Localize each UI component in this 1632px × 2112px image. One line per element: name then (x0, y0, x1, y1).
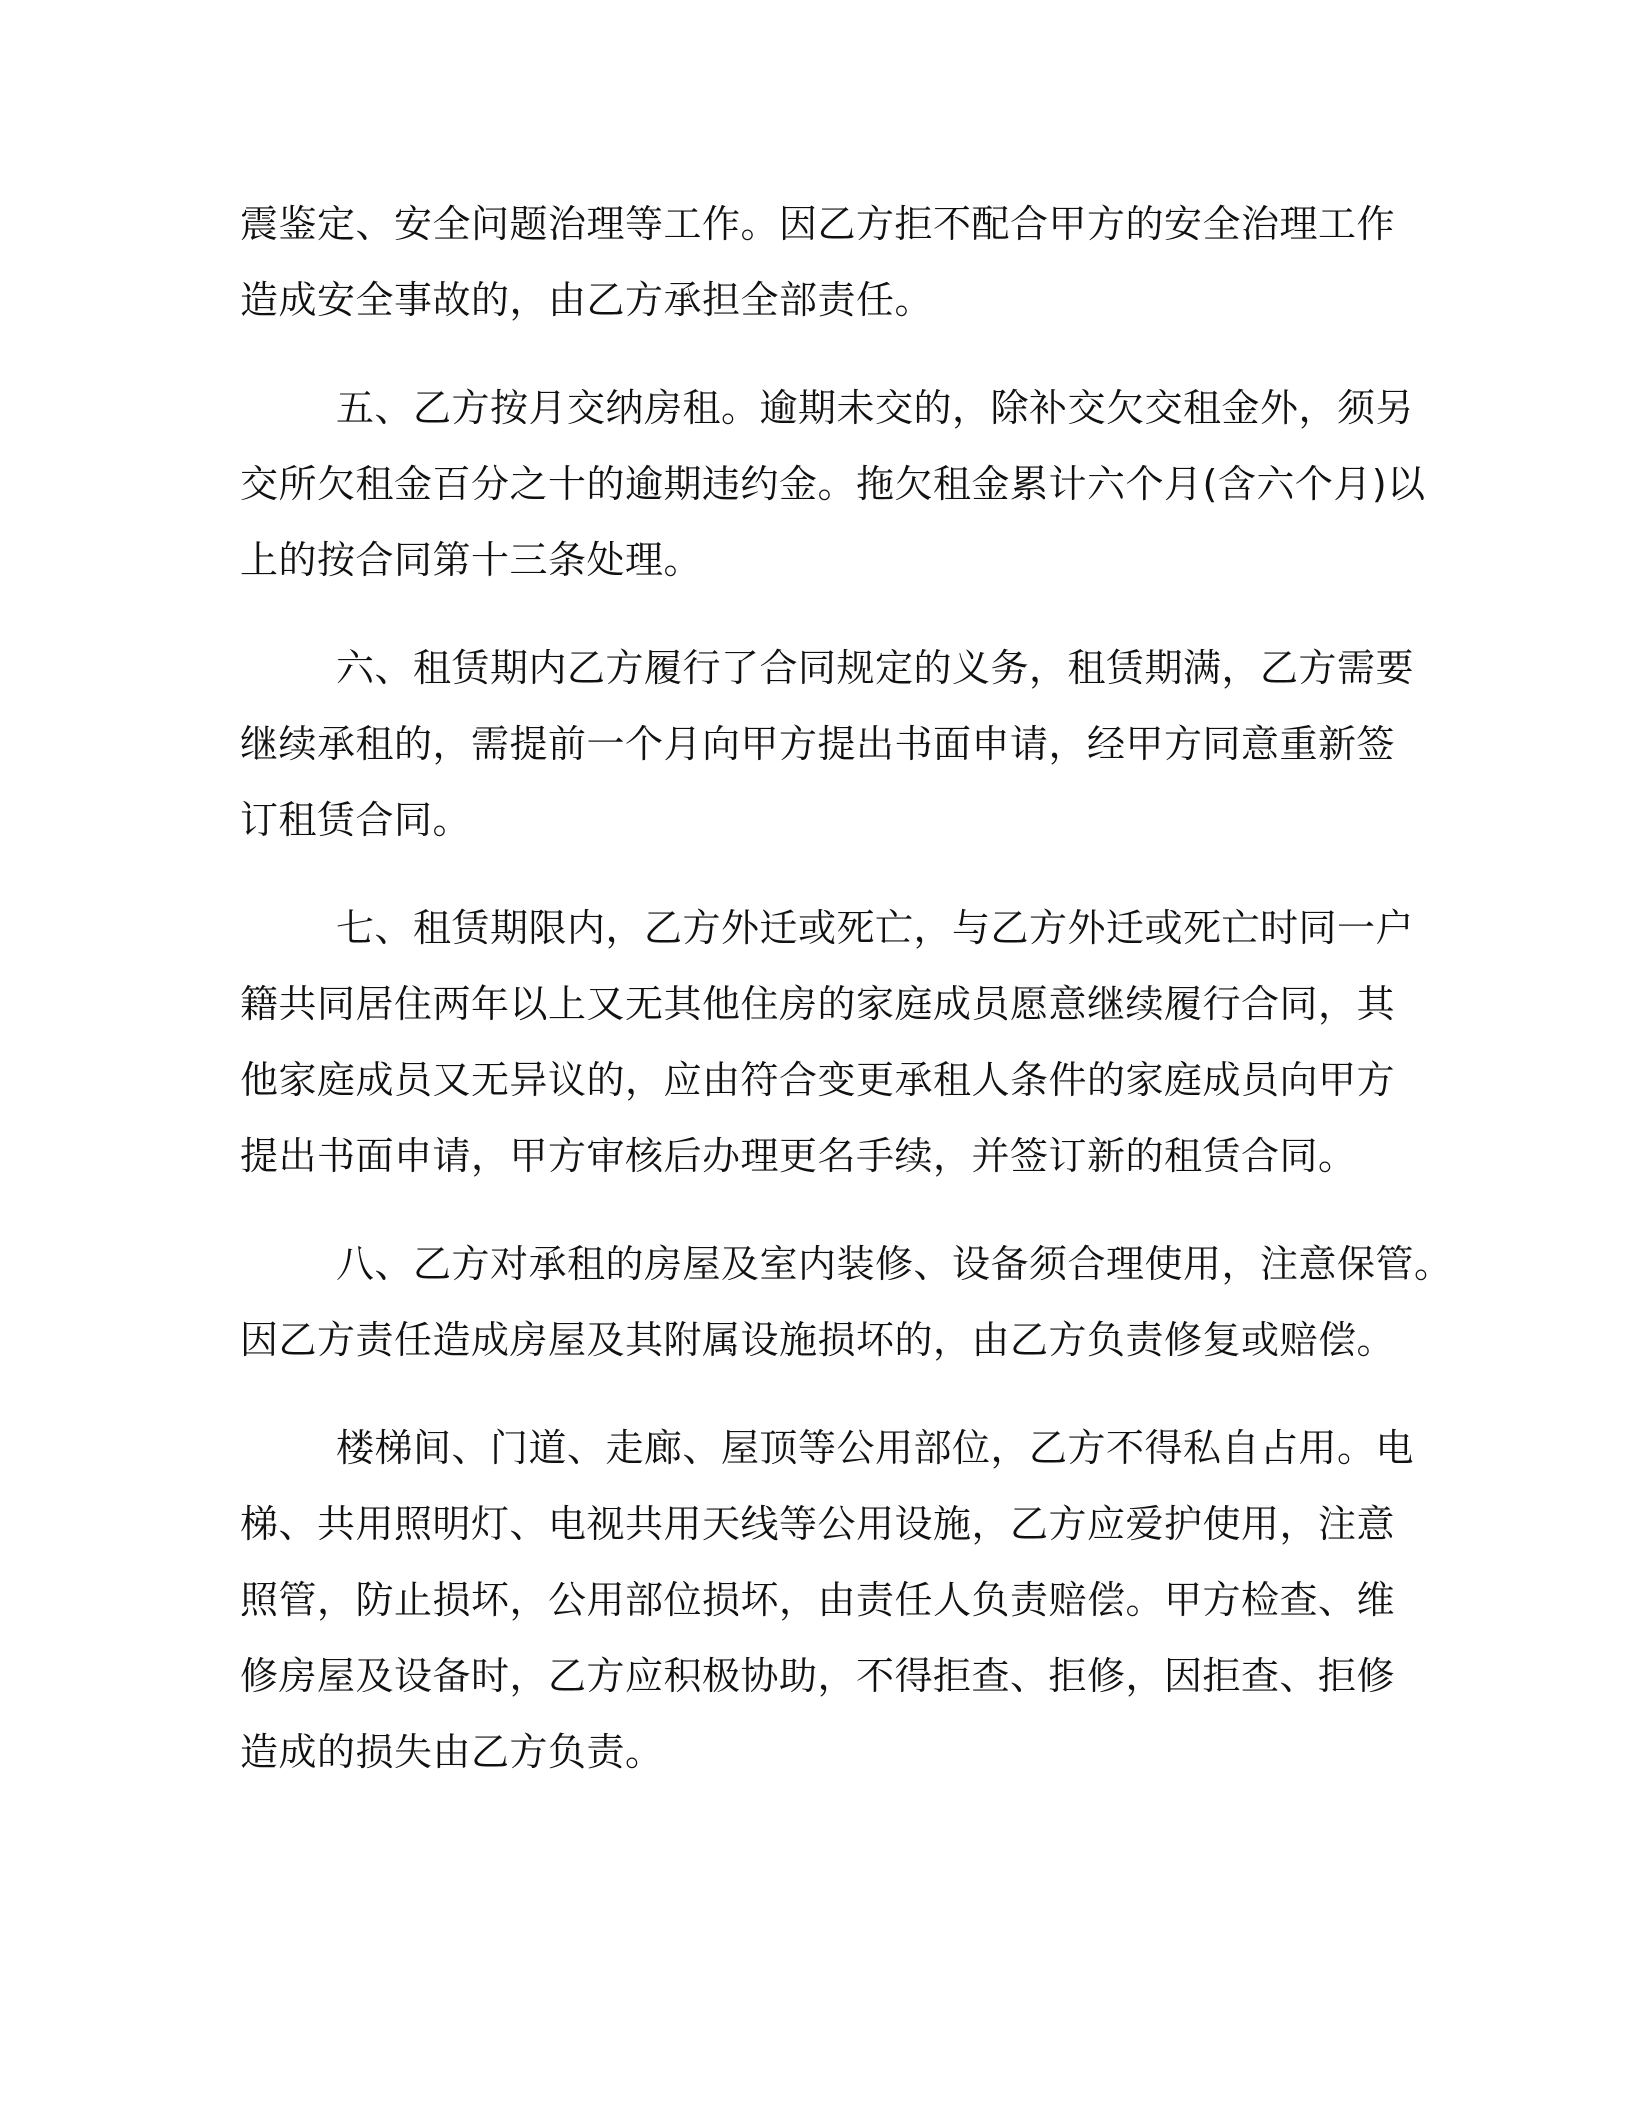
paragraph-line: 修房屋及设备时，乙方应积极协助，不得拒查、拒修，因拒查、拒修 (240, 1654, 1396, 1698)
paragraph-line: 提出书面申请，甲方审核后办理更名手续，并签订新的租赁合同。 (240, 1134, 1357, 1178)
paragraph-clause-5 (240, 370, 1426, 598)
paragraph-line: 他家庭成员又无异议的，应由符合变更承租人条件的家庭成员向甲方 (240, 1058, 1396, 1102)
paragraph-line: 楼梯间、门道、走廊、屋顶等公用部位，乙方不得私自占用。电 (336, 1426, 1415, 1470)
paragraph-line: 籍共同居住两年以上又无其他住房的家庭成员愿意继续履行合同，其 (240, 982, 1396, 1026)
paragraph-line: 五、乙方按月交纳房租。逾期未交的，除补交欠交租金外，须另 (336, 386, 1415, 430)
paragraph-clause-7 (240, 890, 1415, 1194)
paragraph-line: 订租赁合同。 (240, 798, 472, 842)
paragraph-line: 六、租赁期内乙方履行了合同规定的义务，租赁期满，乙方需要 (336, 646, 1415, 690)
paragraph-line: 造成安全事故的，由乙方承担全部责任。 (240, 278, 934, 322)
paragraph-line: 八、乙方对承租的房屋及室内装修、设备须合理使用，注意保管。 (336, 1242, 1453, 1286)
paragraph-line: 照管，防止损坏，公用部位损坏，由责任人负责赔偿。甲方检查、维 (240, 1578, 1396, 1622)
paragraph-common-areas (240, 1410, 1415, 1790)
paragraph-line: 交所欠租金百分之十的逾期违约金。拖欠租金累计六个月(含六个月)以 (240, 462, 1426, 506)
paragraph-line: 继续承租的，需提前一个月向甲方提出书面申请，经甲方同意重新签 (240, 722, 1396, 766)
document-body (240, 186, 1453, 1822)
paragraph-line: 梯、共用照明灯、电视共用天线等公用设施，乙方应爱护使用，注意 (240, 1502, 1396, 1546)
paragraph-line: 造成的损失由乙方负责。 (240, 1730, 664, 1774)
paragraph-line: 七、租赁期限内，乙方外迁或死亡，与乙方外迁或死亡时同一户 (336, 906, 1415, 950)
paragraph-line: 因乙方责任造成房屋及其附属设施损坏的，由乙方负责修复或赔偿。 (240, 1318, 1396, 1362)
paragraph-line: 震鉴定、安全问题治理等工作。因乙方拒不配合甲方的安全治理工作 (240, 202, 1396, 246)
paragraph-clause-6 (240, 630, 1415, 858)
paragraph-clause-8 (240, 1226, 1453, 1378)
paragraph-continuation (240, 186, 1400, 338)
paragraph-line: 上的按合同第十三条处理。 (240, 538, 703, 582)
